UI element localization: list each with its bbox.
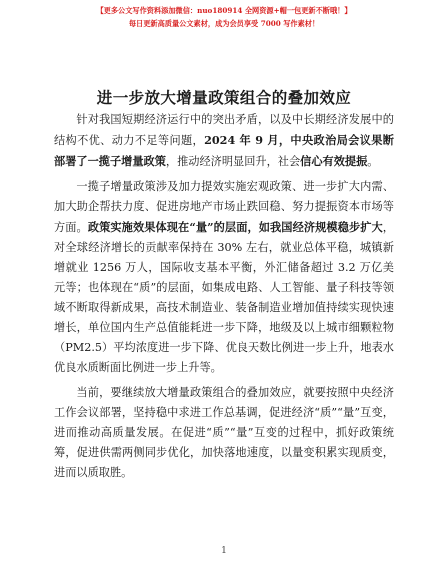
document-body — [54, 110, 394, 488]
paragraph-1 — [54, 110, 394, 172]
paragraph-1-text-c: 。 — [367, 155, 379, 168]
paragraph-1-text-b: ，推动经济明显回升，社会 — [165, 155, 301, 168]
page-number: 1 — [221, 546, 227, 556]
paragraph-2 — [54, 177, 394, 378]
promo-banner — [0, 4, 448, 30]
paragraph-1-bold-a: 2024 年 9 月，中央政治局会议果断部署了一揽子增量政策 — [54, 133, 394, 168]
document-title: 进一步放大增量政策组合的叠加效应 — [96, 89, 352, 107]
paragraph-2-text-b: ，对全球经济增长的贡献率保持在 30% 左右，就业总体平稳，城镇新增就业 1256 万人，国际收支基本平衡，外汇储备超过 3.2 万亿美元等；也体现在“质”的层面，如集成电路、人工智能、量子科技等领域不断取得新成果，高技术制造业、装备制造业增加值持续实现快速增长，单位国内生产总值能耗进一步下降，地级及以上城市细颗粒物（PM2.5）平均浓度进一步下降、优良天数比例进一步上升，地表水优良水质断面比例进一步上升等。 — [54, 221, 394, 374]
paragraph-3-text: 当前，要继续放大增量政策组合的叠加效应，就要按照中央经济工作会议部署，坚持稳中求进工作总基调，促进经济“质”“量”互变，进而推动高质量发展。在促进“质”“量”互变的过程中，抓好政策统筹，促进供需两侧同步优化，加快落地速度，以量变积累实现质变，进而以质取胜。 — [54, 386, 394, 479]
promo-banner-line-1: 【更多公文写作资料添加微信：nuo180914 全网资源+帽一包更新不断哦！】 — [96, 6, 352, 15]
paragraph-2-bold-a: 政策实施效果体现在“量”的层面，如我国经济规模稳步扩大 — [87, 220, 383, 234]
promo-banner-line-2: 每日更新高质量公文素材，成为会员享受 7000 写作素材！ — [128, 19, 320, 28]
paragraph-2-text-a: 一揽子增量政策涉及加力提效实施宏观政策、进一步扩大内需、加大助企帮扶力度、促进房地产市场止跌回稳、努力提振资本市场等方面。 — [54, 180, 394, 234]
paragraph-3 — [54, 383, 394, 483]
paragraph-1-text-a: 针对我国短期经济运行中的突出矛盾，以及中长期经济发展中的结构不优、动力不足等问题， — [54, 113, 394, 147]
paragraph-1-bold-b: 信心有效提振 — [300, 154, 368, 168]
